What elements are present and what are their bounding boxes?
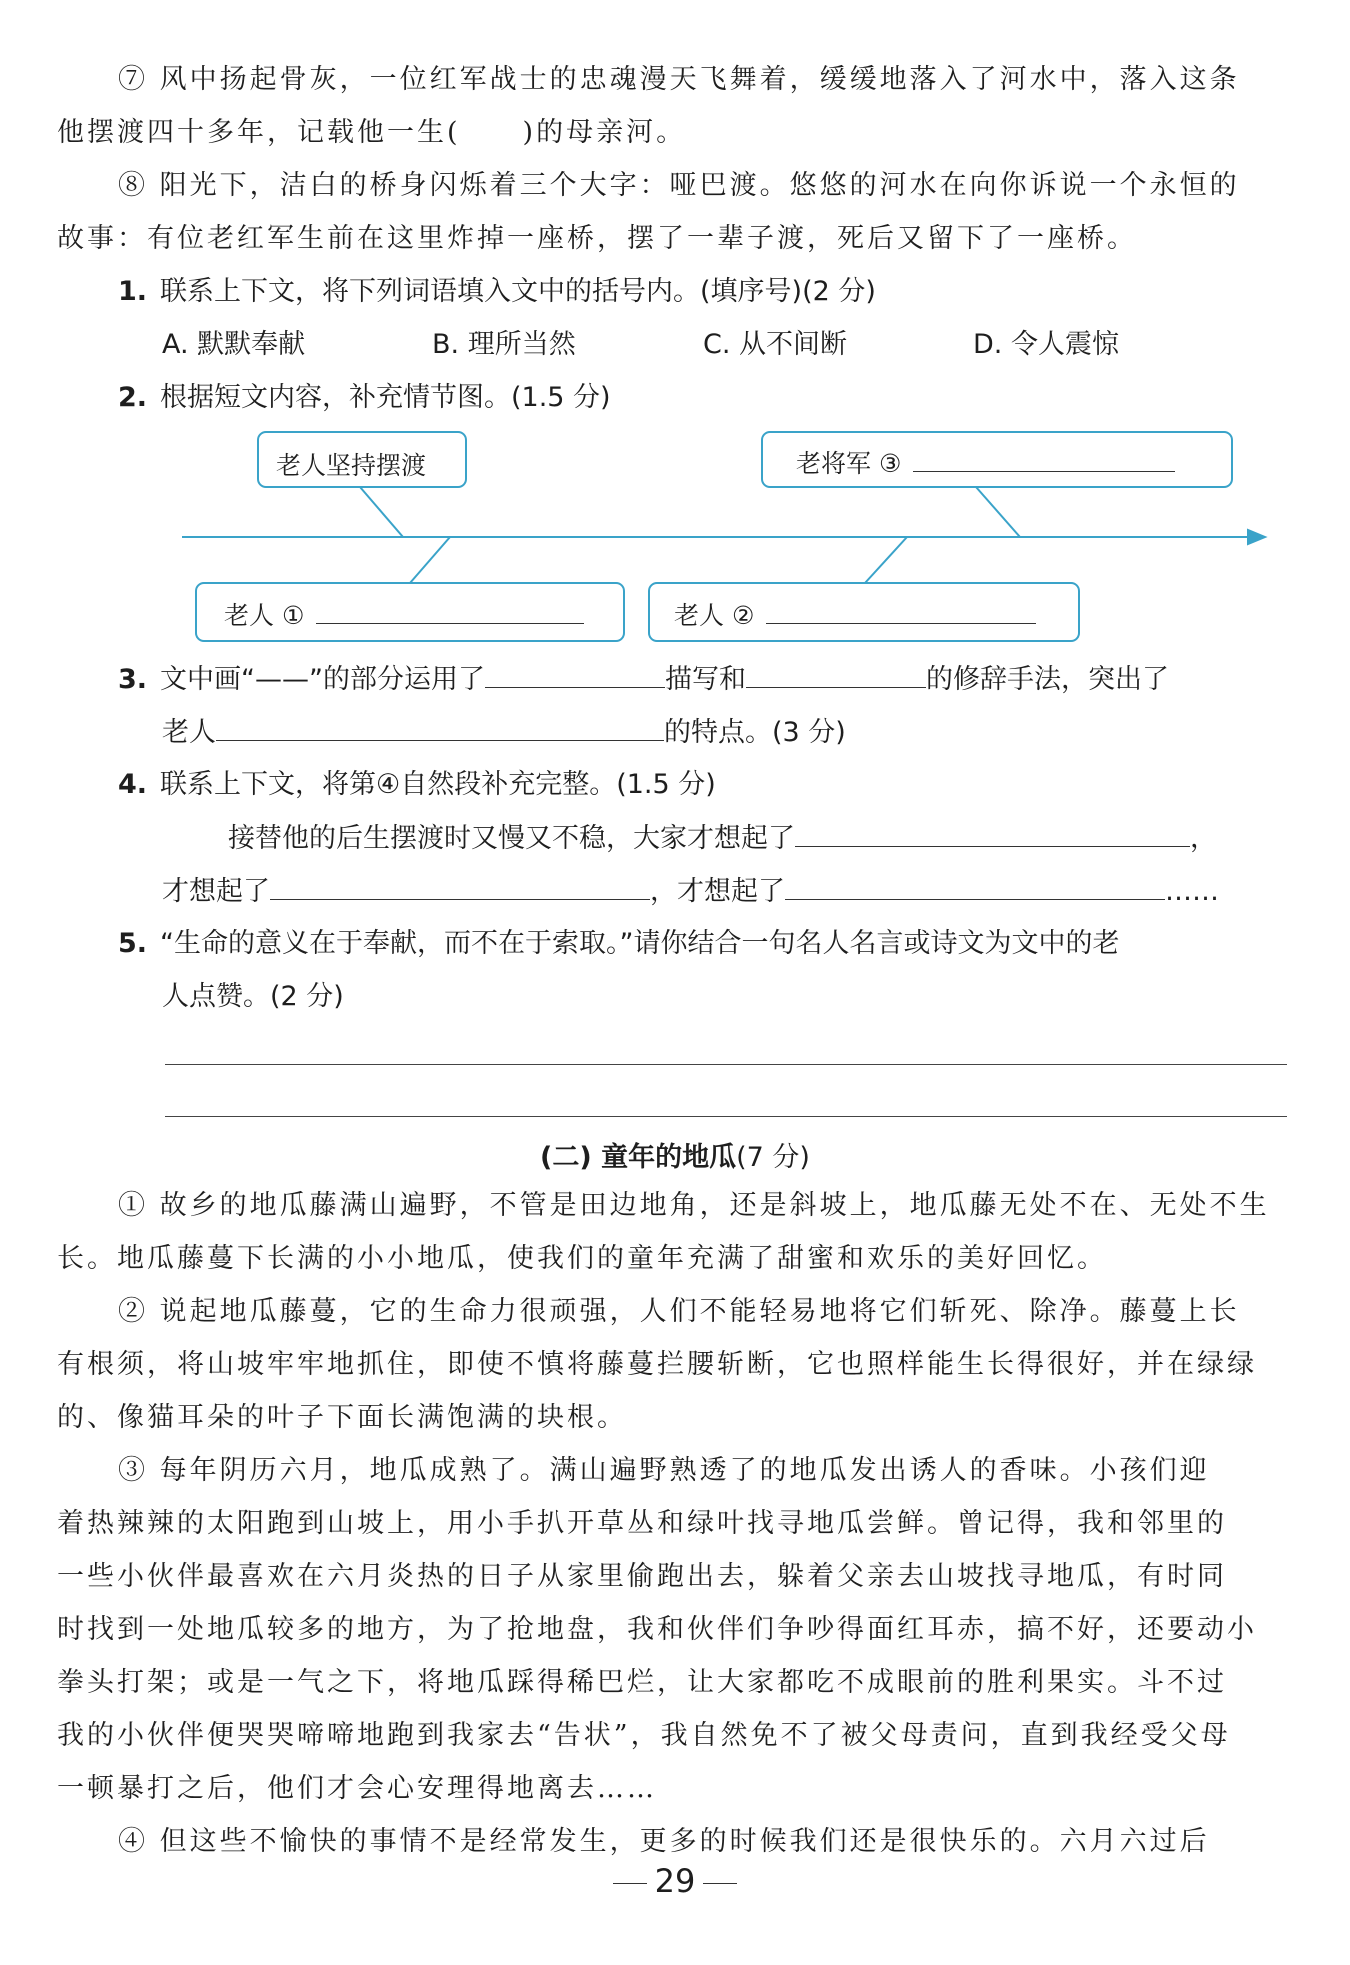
q4-blank-3[interactable] — [785, 873, 1165, 900]
passage-two-line: 一些小伙伴最喜欢在六月炎热的日子从家里偷跑出去，躲着父亲去山坡找寻地瓜，有时同 — [57, 1561, 1227, 1592]
passage-two-line: 一顿暴打之后，他们才会心安理得地离去…… — [57, 1773, 657, 1804]
question-5-text: “生命的意义在于奉献，而不在于索取。”请你结合一句名人名言或诗文为文中的老 — [160, 928, 1120, 959]
q1-option-a: A. 默默奉献 — [162, 329, 306, 360]
question-4 — [118, 767, 716, 803]
question-3-text-3: 的修辞手法，突出了 — [925, 664, 1169, 695]
box-bottom-right — [674, 596, 1036, 632]
connector-top-right — [976, 487, 1020, 537]
box-bottom-left — [224, 596, 584, 632]
question-3-text-2: 描写和 — [664, 664, 746, 695]
box-top-right — [796, 444, 1175, 480]
question-3-text-5: 的特点。(3 分) — [664, 717, 846, 748]
q3-blank-rhetoric[interactable] — [746, 661, 926, 688]
passage-two-score: (7 分) — [736, 1142, 810, 1173]
question-3-number: 3. — [118, 664, 148, 695]
box-top-right-label: 老将军 ③ — [796, 449, 902, 478]
passage-two-line: ④ 但这些不愉快的事情不是经常发生，更多的时候我们还是很快乐的。六月六过后 — [118, 1826, 1210, 1857]
question-4-l2a: 才想起了 — [162, 876, 270, 907]
question-5-text-line-2: 人点赞。(2 分) — [162, 981, 344, 1012]
passage-two-line: 有根须，将山坡牢牢地抓住，即使不慎将藤蔓拦腰斩断，它也照样能生长得很好，并在绿绿 — [57, 1349, 1257, 1380]
paragraph-7-text-a: 他摆渡四十多年，记载他一生( — [57, 117, 461, 148]
q5-answer-line-1[interactable] — [165, 1064, 1287, 1065]
answer-blank-1[interactable] — [316, 597, 584, 624]
q4-blank-1[interactable] — [795, 820, 1190, 847]
passage-two-line: 我的小伙伴便哭哭啼啼地跑到我家去“告状”，我自然免不了被父母责问，直到我经受父母 — [57, 1720, 1231, 1751]
question-4-l1: 接替他的后生摆渡时又慢又不稳，大家才想起了 — [228, 823, 795, 854]
q5-answer-line-2[interactable] — [165, 1116, 1287, 1117]
timeline-arrowhead — [1248, 530, 1265, 544]
question-3-line-1 — [118, 661, 1169, 698]
question-3-line-2 — [162, 714, 846, 751]
paragraph-7-text-b: )的母亲河。 — [522, 117, 687, 148]
paragraph-7-line-1: ⑦ 风中扬起骨灰，一位红军战士的忠魂漫天飞舞着，缓缓地落入了河水中，落入这条 — [118, 64, 1240, 95]
question-4-l1-end: ， — [1190, 823, 1217, 854]
q3-blank-description[interactable] — [485, 661, 665, 688]
question-1-text: 联系上下文，将下列词语填入文中的括号内。(填序号)(2 分) — [160, 276, 876, 307]
passage-two-line: ③ 每年阴历六月，地瓜成熟了。满山遍野熟透了的地瓜发出诱人的香味。小孩们迎 — [118, 1455, 1210, 1486]
q3-blank-trait[interactable] — [216, 714, 664, 741]
page-number-value: 29 — [654, 1862, 696, 1900]
question-2-text: 根据短文内容，补充情节图。(1.5 分) — [160, 382, 611, 413]
question-3-text-1: 文中画“——”的部分运用了 — [160, 664, 485, 695]
box-bottom-right-label: 老人 ② — [674, 601, 755, 630]
passage-two-line: ① 故乡的地瓜藤满山遍野，不管是田边地角，还是斜坡上，地瓜藤无处不在、无处不生 — [118, 1190, 1270, 1221]
question-4-number: 4. — [118, 769, 148, 800]
passage-two-line: 拳头打架；或是一气之下，将地瓜踩得稀巴烂，让大家都吃不成眼前的胜利果实。斗不过 — [57, 1667, 1227, 1698]
answer-blank-2[interactable] — [766, 597, 1036, 624]
question-1-number: 1. — [118, 276, 148, 307]
answer-blank-3[interactable] — [913, 445, 1175, 472]
box-bottom-left-label: 老人 ① — [224, 601, 305, 630]
connector-bottom-right — [865, 537, 907, 583]
passage-two-line: ② 说起地瓜藤蔓，它的生命力很顽强，人们不能轻易地将它们斩死、除净。藤蔓上长 — [118, 1296, 1240, 1327]
paragraph-7-line-2 — [57, 115, 686, 151]
question-3-text-4: 老人 — [162, 717, 216, 748]
passage-two-line: 时找到一处地瓜较多的地方，为了抢地盘，我和伙伴们争吵得面红耳赤，搞不好，还要动小 — [57, 1614, 1257, 1645]
question-1 — [118, 274, 876, 310]
connector-top-left — [360, 487, 403, 537]
question-4-line-2 — [162, 873, 1219, 910]
question-4-line-1 — [228, 820, 1217, 857]
passage-two-title-text: (二) 童年的地瓜 — [540, 1142, 737, 1173]
question-2 — [118, 380, 611, 416]
passage-two-title — [0, 1135, 1350, 1174]
box-top-left-label: 老人坚持摆渡 — [276, 451, 427, 480]
page-number-dash-right — [703, 1883, 737, 1884]
q1-option-c: C. 从不间断 — [703, 329, 848, 360]
paragraph-8-line-1: ⑧ 阳光下，洁白的桥身闪烁着三个大字：哑巴渡。悠悠的河水在向你诉说一个永恒的 — [118, 170, 1240, 201]
question-4-text: 联系上下文，将第④自然段补充完整。(1.5 分) — [160, 769, 716, 800]
question-2-number: 2. — [118, 382, 148, 413]
passage-two-line: 的、像猫耳朵的叶子下面长满饱满的块根。 — [57, 1402, 627, 1433]
question-5-number: 5. — [118, 928, 148, 959]
passage-two-line: 长。地瓜藤蔓下长满的小小地瓜，使我们的童年充满了甜蜜和欢乐的美好回忆。 — [57, 1243, 1107, 1274]
question-5 — [118, 926, 1119, 962]
q4-blank-2[interactable] — [270, 873, 650, 900]
connector-bottom-left — [410, 537, 450, 583]
page-number — [0, 1862, 1350, 1900]
q1-option-b: B. 理所当然 — [432, 329, 576, 360]
page-number-dash-left — [613, 1883, 647, 1884]
paragraph-8-line-2: 故事：有位老红军生前在这里炸掉一座桥，摆了一辈子渡，死后又留下了一座桥。 — [57, 223, 1137, 254]
q1-option-d: D. 令人震惊 — [973, 329, 1119, 360]
question-4-l2b: ，才想起了 — [650, 876, 785, 907]
passage-two-line: 着热辣辣的太阳跑到山坡上，用小手扒开草丛和绿叶找寻地瓜尝鲜。曾记得，我和邻里的 — [57, 1508, 1227, 1539]
question-4-l2-end: …… — [1165, 876, 1219, 907]
